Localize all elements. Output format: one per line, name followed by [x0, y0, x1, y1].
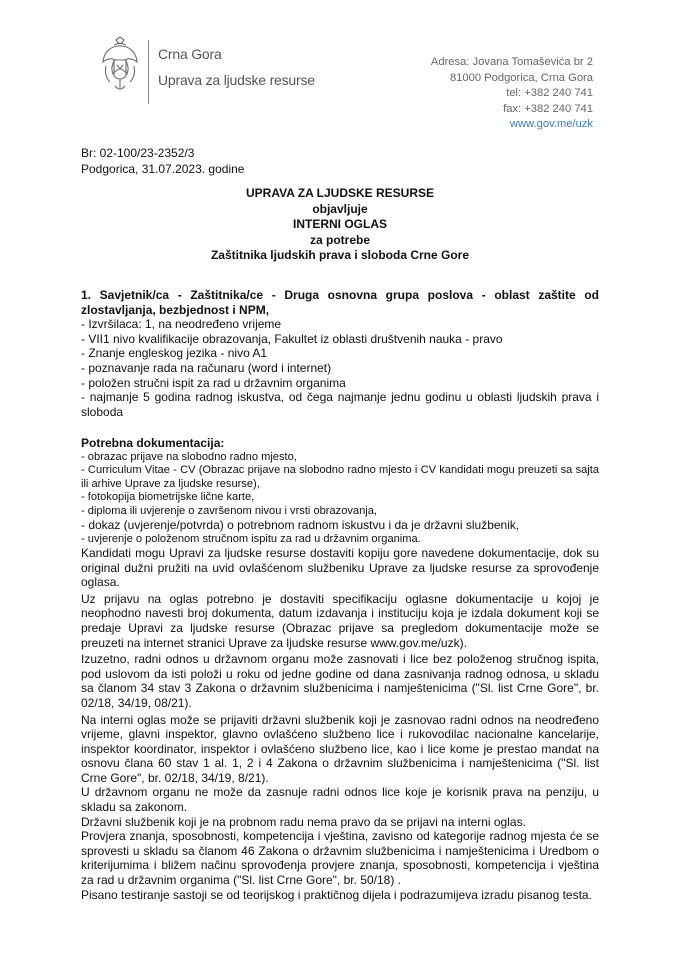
documentation-item: - dokaz (uvjerenje/potvrda) o potrebnom radnom iskustvu i da je državni službenik,	[81, 517, 520, 532]
documentation-item: - uvjerenje o položenom stručnom ispitu za rad u državnim organima.	[81, 532, 421, 545]
documentation-heading: Potrebna dokumentacija:	[81, 436, 225, 451]
paragraph-pension: U državnom organu ne može da zasnuje radni odnos lice koje je korisnik prava na penziju, u skladu sa zakonom.	[81, 785, 599, 815]
documentation-item: - fotokopija biometrijske lične karte,	[81, 491, 255, 504]
org-name: Uprava za ljudske resurse	[158, 72, 315, 88]
coat-of-arms-icon	[100, 36, 140, 94]
paragraph-exception: Izuzetno, radni odnos u državnom organu može zasnovati i lice bez položenog stručnog ispita, pod uslovom da isti položi u roku od jedne godine od dana zasnivanja radnog odnosa, u skladu sa članom 34 stav 3 Zakona o državnim službenicima i namještenicima ("Sl. list Crne Gore", br. 02/18, 34/19, 08/21).	[81, 652, 599, 710]
documentation-item: - obrazac prijave na slobodno radno mjesto,	[81, 450, 297, 463]
requirement-item: - VII1 nivo kvalifikacije obrazovanja, Fakultet iz oblasti društvenih nauka - pravo	[81, 331, 503, 346]
reference-number: Br: 02-100/23-2352/3	[81, 146, 195, 160]
requirements-list	[81, 317, 599, 419]
contact-block	[431, 55, 593, 133]
letterhead-divider	[148, 40, 149, 104]
contact-city: 81000 Podgorica, Crna Gora	[449, 71, 593, 84]
requirement-item: - Znanje engleskog jezika - nivo A1	[81, 346, 268, 361]
reference-place-date: Podgorica, 31.07.2023. godine	[81, 161, 245, 176]
documentation-item: - diploma ili uvjerenje o završenom nivou i vrsti obrazovanja,	[81, 504, 377, 517]
requirement-item: - položen stručni ispit za rad u državnim organima	[81, 375, 346, 390]
title-line-3: INTERNI OGLAS	[292, 217, 387, 231]
contact-tel: tel: +382 240 741	[506, 87, 593, 100]
paragraph-specification: Uz prijavu na oglas potrebno je dostaviti specifikaciju oglasne dokumentacije u kojoj je neophodno navesti broj dokumenta, datum izdavanja i instituciju koja je izdala dokument koji se predaje Upravi za ljudske resurse (Obrazac prijave sa pregledom dokumentacije može se preuzeti na internet stranici Uprave za ljudske resurse www.gov.me/uzk).	[81, 591, 599, 650]
reference-block	[81, 146, 244, 177]
paragraph-eligibility: Na interni oglas može se prijaviti državni službenik koji je zasnovao radni odnos na neodređeno vrijeme, glavni inspektor, glavno ovlašćeno službeno lice i rukovodilac nacionalne kancelarije, inspektor koordinator, inspektor i ovlašćeno službeno lice, kao i lice kome je prestao mandat na osnovu člana 60 stav 1 al. 1, 2 i 4 Zakona o državnim službenicima i namještenicima ("Sl. list Crne Gore", br. 02/18, 34/19, 8/21).	[81, 712, 599, 785]
documentation-item: - Curriculum Vitae - CV (Obrazac prijave na slobodno radno mjesto i CV kandidati mogu preuzeti sa sajta ili arhive Uprave za ljudske resurse),	[81, 464, 599, 490]
contact-website-link[interactable]: www.gov.me/uzk	[509, 118, 593, 131]
contact-address: Adresa: Jovana Tomaševića br 2	[430, 56, 593, 68]
requirement-item: - najmanje 5 godina radnog iskustva, od čega najmanje jednu godinu u oblasti ljudskih prava i sloboda	[81, 390, 599, 419]
paragraph-written-test: Pisano testiranje sastoji se od teorijskog i praktičnog dijela i podrazumijeva izradu pisanog testa.	[81, 887, 592, 902]
documentation-list	[81, 451, 599, 546]
requirement-item: - Izvršilaca: 1, na neodređeno vrijeme	[81, 317, 282, 332]
paragraph-original-documents: Kandidati mogu Upravi za ljudske resurse dostaviti kopiju gore navedene dokumentacije, dok su original dužni pružiti na uvid ovlašćenom službeniku Uprave za ljudske resurse za sprovođenje oglasa.	[81, 545, 599, 590]
title-line-2: objavljuje	[312, 201, 368, 216]
org-country: Crna Gora	[158, 46, 222, 62]
paragraph-assessment: Provjera znanja, sposobnosti, kompetencija i vještina, zavisno od kategorije radnog mjesta će se sprovesti u skladu sa članom 46 Zakona o državnim službenicima i namještenicima i Uredbom o kriterijumima i bližem načinu sprovođenja provjere znanja, sposobnosti, kompetencija i vještina za rad u državnim organima ("Sl. list Crne Gore", br. 50/18) .	[81, 829, 599, 888]
requirement-item: - poznavanje rada na računaru (word i internet)	[81, 360, 332, 375]
title-line-1: UPRAVA ZA LJUDSKE RESURSE	[245, 186, 435, 200]
position-title: 1. Savjetnik/ca - Zaštitnika/ce - Druga osnovna grupa poslova - oblast zaštite od zlostavljanja, bezbjednost i NPM,	[81, 288, 599, 317]
paragraph-probation: Državni službenik koji je na probnom radu nema pravo da se prijavi na interni oglas.	[81, 814, 526, 829]
announcement-title	[81, 186, 599, 264]
title-line-4: za potrebe	[309, 232, 370, 247]
title-line-5: Zaštitnika ljudskih prava i sloboda Crne Gore	[210, 248, 470, 262]
contact-fax: fax: +382 240 741	[503, 102, 593, 115]
document-body	[81, 288, 599, 902]
